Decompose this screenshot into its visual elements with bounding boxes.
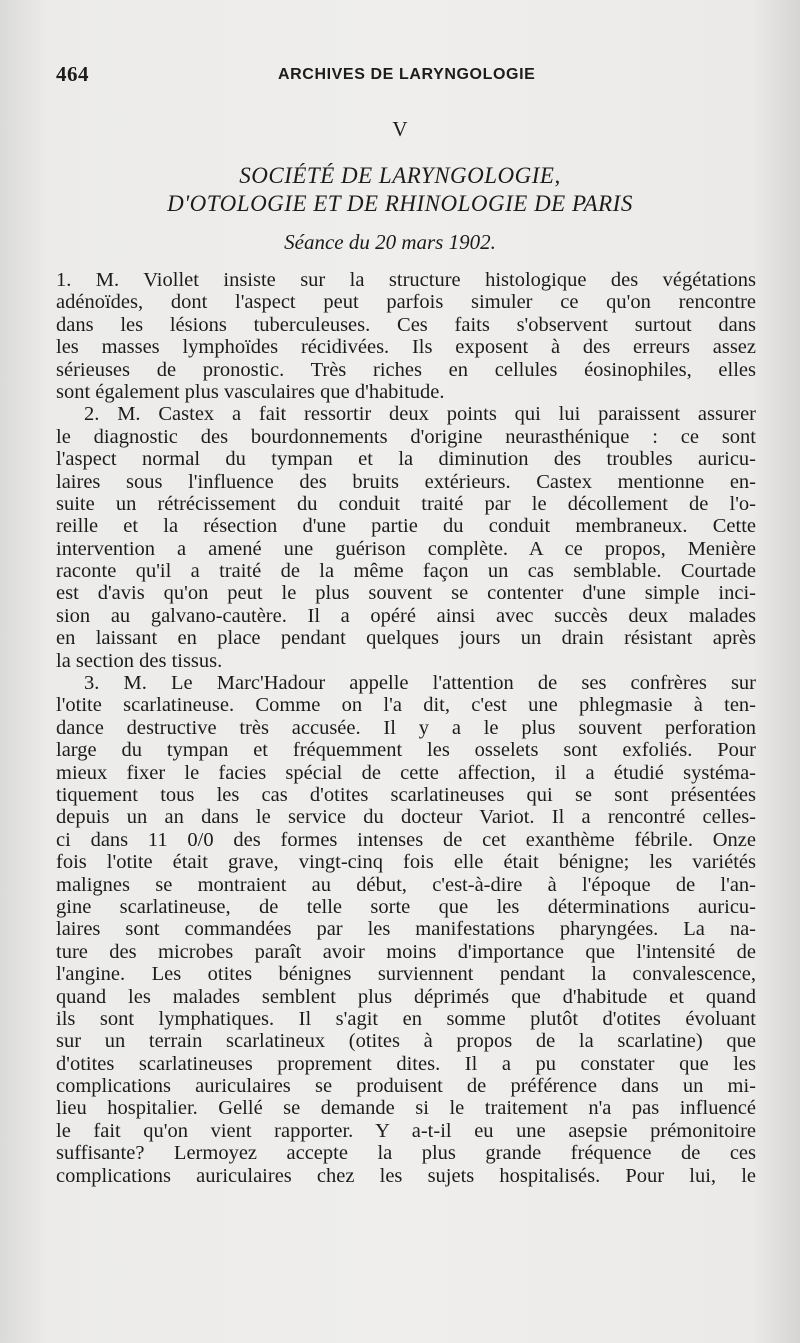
text-line: raconte qu'il a traité de la même façon un cas semblable. Courtade <box>56 560 756 583</box>
text-line: sont également plus vasculaires que d'habitude. <box>56 380 445 403</box>
text-line: complications auriculaires chez les sujets hospitalisés. Pour lui, le <box>56 1164 756 1187</box>
text-line: sérieuses de pronostic. Très riches en cellules éosinophiles, elles <box>56 358 756 381</box>
text-line: laires sont commandées par les manifestations pharyngées. La na- <box>56 918 756 941</box>
society-title <box>0 162 800 218</box>
text-line: depuis un an dans le service du docteur Variot. Il a rencontré celles- <box>56 806 756 829</box>
text-line: la section des tissus. <box>56 649 223 672</box>
text-line: gine scarlatineuse, de telle sorte que les déterminations auricu- <box>56 895 756 918</box>
text-line: large du tympan et fréquemment les osselets sont exfoliés. Pour <box>56 739 756 762</box>
text-line: intervention a amené une guérison complète. A ce propos, Menière <box>56 537 756 560</box>
text-line: ture des microbes paraît avoir moins d'importance que l'intensité de <box>56 940 756 963</box>
society-title-line-2: D'OTOLOGIE ET DE RHINOLOGIE DE PARIS <box>167 191 633 216</box>
section-number: V <box>392 117 408 141</box>
text-line: suffisante? Lermoyez accepte la plus grande fréquence de ces <box>56 1142 756 1165</box>
text-line: dance destructive très accusée. Il y a le plus souvent perforation <box>56 716 756 739</box>
text-line: d'otites scarlatineuses proprement dites. Il a pu constater que les <box>56 1052 756 1075</box>
text-line: laires sous l'influence des bruits extérieurs. Castex mentionne en- <box>56 470 756 493</box>
session-date: Séance du 20 mars 1902. <box>284 230 496 254</box>
text-line: 3. M. Le Marc'Hadour appelle l'attention de ses confrères sur <box>84 672 756 695</box>
running-title: ARCHIVES DE LARYNGOLOGIE <box>278 66 536 83</box>
text-line: sur un terrain scarlatineux (otites à propos de la scarlatine) que <box>56 1030 756 1053</box>
text-line: est d'avis qu'on peut le plus souvent se contenter d'une simple inci- <box>56 582 756 605</box>
text-line: suite un rétrécissement du conduit traité par le décollement de l'o- <box>56 492 756 515</box>
text-line: sion au galvano-cautère. Il a opéré ainsi avec succès deux malades <box>56 604 756 627</box>
text-line: lieu hospitalier. Gellé se demande si le traitement n'a pas influencé <box>56 1097 756 1120</box>
text-line: fois l'otite était grave, vingt-cinq fois elle était bénigne; les variétés <box>56 851 756 874</box>
page-header <box>56 62 756 90</box>
text-line: dans les lésions tuberculeuses. Ces faits s'observent surtout dans <box>56 313 756 336</box>
text-line: l'otite scarlatineuse. Comme on l'a dit, c'est une phlegmasie à ten- <box>56 694 756 717</box>
text-line: ils sont lymphatiques. Il s'agit en somme plutôt d'otites évoluant <box>56 1007 756 1030</box>
text-line: adénoïdes, dont l'aspect peut parfois simuler ce qu'on rencontre <box>56 291 756 314</box>
text-line: mieux fixer le facies spécial de cette affection, il a étudié systéma- <box>56 761 756 784</box>
text-line: reille et la résection d'une partie du conduit membraneux. Cette <box>56 515 756 538</box>
text-line: l'aspect normal du tympan et la diminution des troubles auricu- <box>56 448 756 471</box>
text-line: ci dans 11 0/0 des formes intenses de cet exanthème fébrile. Onze <box>56 828 756 851</box>
body-text <box>56 269 756 1187</box>
page-number: 464 <box>56 62 89 86</box>
text-line: 2. M. Castex a fait ressortir deux points qui lui paraissent assurer <box>84 403 756 426</box>
text-line: l'angine. Les otites bénignes surviennent pendant la convalescence, <box>56 963 756 986</box>
text-line: les masses lymphoïdes récidivées. Ils exposent à des erreurs assez <box>56 336 756 359</box>
text-line: le diagnostic des bourdonnements d'origine neurasthénique : ce sont <box>56 425 756 448</box>
text-line: 1. M. Viollet insiste sur la structure histologique des végétations <box>56 269 756 291</box>
text-line: le fait qu'on vient rapporter. Y a-t-il eu une asepsie prémonitoire <box>56 1119 756 1142</box>
text-line: malignes se montraient au début, c'est-à-dire à l'époque de l'an- <box>56 873 756 896</box>
text-line: tiquement tous les cas d'otites scarlatineuses qui se sont présentées <box>56 783 756 806</box>
society-title-line-1: SOCIÉTÉ DE LARYNGOLOGIE, <box>239 163 561 188</box>
text-line: quand les malades semblent plus déprimés que d'habitude et quand <box>56 985 756 1008</box>
text-line: en laissant en place pendant quelques jours un drain résistant après <box>56 627 756 650</box>
text-line: complications auriculaires se produisent de préférence dans un mi- <box>56 1075 756 1098</box>
